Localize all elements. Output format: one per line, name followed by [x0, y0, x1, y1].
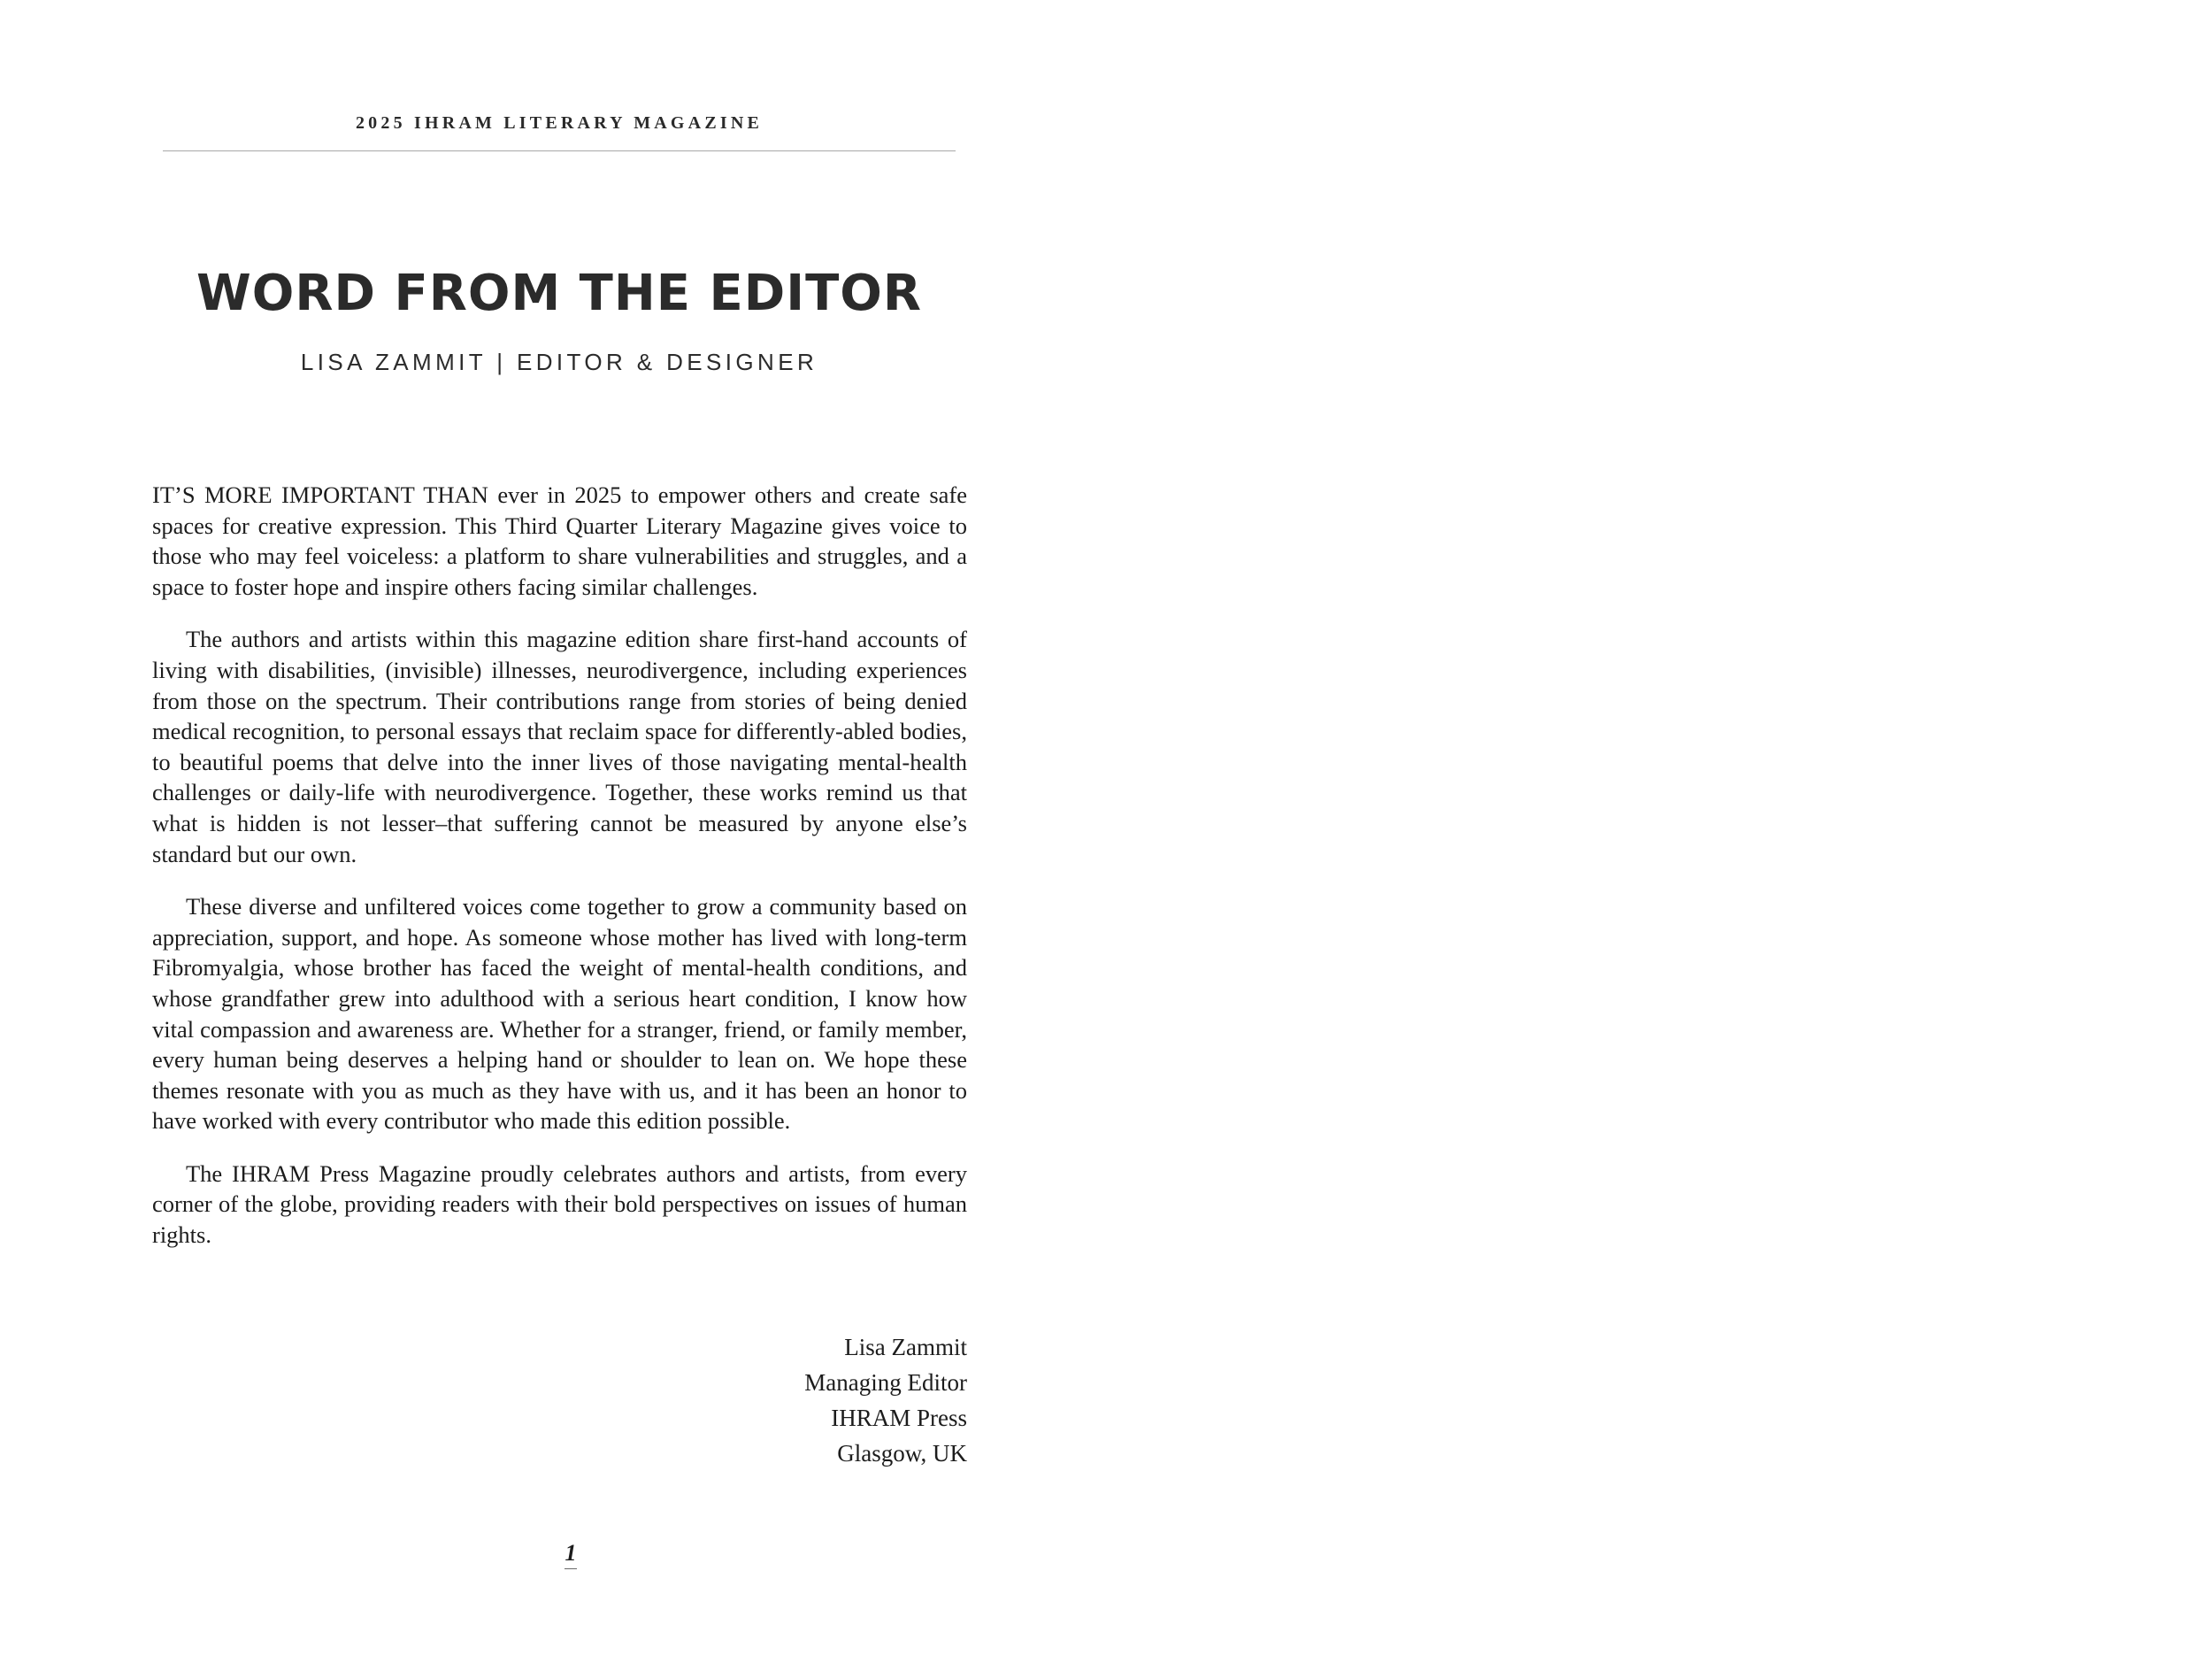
- paragraph-2: The authors and artists within this magazine edition share first-hand accounts of living with disabilities, (invisible) illnesses, neurodivergence, including experiences from those on the spectrum. Their contributions range from stories of being denied medical recognition, to personal essays that reclaim space for differently-abled bodies, to beautiful poems that delve into the inner lives of those navigating mental-health challenges or daily-life with neurodivergence. Together, these works remind us that what is hidden is not lesser–that suffering cannot be measured by anyone else’s standard but our own.: [152, 626, 967, 867]
- signature-role: Managing Editor: [804, 1369, 967, 1396]
- page-number-underline: [565, 1568, 577, 1569]
- header-divider: [163, 150, 956, 151]
- page-title: WORD FROM THE EDITOR: [196, 265, 922, 322]
- paragraph-3: These diverse and unfiltered voices come together to grow a community based on appreciation, support, and hope. As someone whose mother has lived with long-term Fibromyalgia, whose brother has faced the weight of mental-health conditions, and whose grandfather grew into adulthood with a serious heart condition, I know how vital compassion and awareness are. Whether for a stranger, friend, or family member, every human being deserves a helping hand or shoulder to lean on. We hope these themes resonate with you as much as they have with us, and it has been an honor to have worked with every contributor who made this edition possible.: [152, 893, 967, 1135]
- editor-letter-body: [152, 480, 967, 1273]
- paragraph-1: IT’S MORE IMPORTANT THAN ever in 2025 to empower others and create safe spaces for creative expression. This Third Quarter Literary Magazine gives voice to those who may feel voiceless: a platform to share vulnerabilities and struggles, and a space to foster hope and inspire others facing similar challenges.: [152, 481, 967, 600]
- signature-organization: IHRAM Press: [831, 1405, 967, 1431]
- paragraph-4: The IHRAM Press Magazine proudly celebrates authors and artists, from every corner of the globe, providing readers with their bold perspectives on issues of human rights.: [152, 1159, 967, 1249]
- page-number: 1: [565, 1540, 577, 1566]
- blank-facing-page: [1106, 0, 2212, 1671]
- byline: LISA ZAMMIT | EDITOR & DESIGNER: [300, 349, 818, 375]
- running-head: 2025 IHRAM LITERARY MAGAZINE: [355, 113, 764, 133]
- signature-location: Glasgow, UK: [837, 1440, 967, 1467]
- signature-block: [619, 1329, 967, 1471]
- signature-name: Lisa Zammit: [844, 1334, 967, 1360]
